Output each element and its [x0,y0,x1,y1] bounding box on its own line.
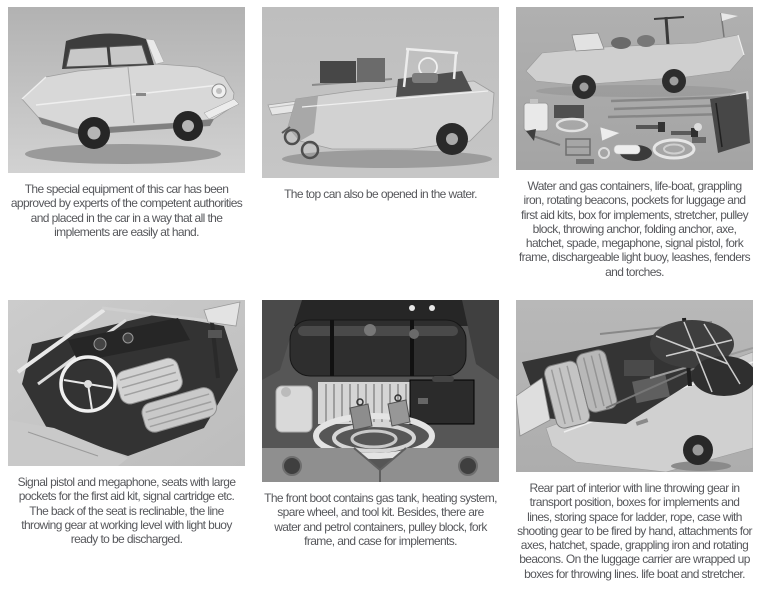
gallery-item-3 [516,7,753,279]
caption-6: Rear part of interior with line throwing gear in transport position, boxes for implements and lines, storing space for ladder, rope, case with shooting gear to be fired by hand, attachments for axes, hatchet, spade, grappling iron and rotating beacons. On the luggage carrier are wrapped up boxes for throwing lines. life boat and stretcher. [517,481,752,581]
photo-front-boot-open [262,300,499,482]
gallery-item-2 [262,7,499,201]
photo-interior-seats-signal-gear [8,300,245,466]
caption-5: The front boot contains gas tank, heating system, spare wheel, and tool kit. Besides, there are water and petrol containers, pulley block, fork frame, and case for implements. [264,491,497,548]
photo-amphicar-equipment-laid-out [516,7,753,170]
gallery-item-5 [262,300,499,548]
photo-rear-interior-luggage-carrier [516,300,753,472]
caption-2: The top can also be opened in the water. [284,187,477,201]
photo-amphicar-rear-top-open-stretcher [262,7,499,178]
gallery-item-1 [8,7,245,239]
gallery-item-6 [516,300,753,581]
caption-4: Signal pistol and megaphone, seats with large pockets for the first aid kit, signal cartridge etc. The back of the seat is reclinable, the line throwing gear at working level with light buoy ready to be discharged. [17,475,236,547]
caption-3: Water and gas containers, life-boat, grappling iron, rotating beacons, pockets for luggage and first aid kits, box for implements, stretcher, pulley block, throwing anchor, folding anchor, axe, hatchet, spade, megaphone, signal pistol, fork frame, dischargeable light buoy, leashes, fenders and torches. [518,179,751,279]
gallery-item-4 [8,300,245,546]
caption-1: The special equipment of this car has been approved by experts of the competent authorities and placed in the car in a way that all the implements are easily at hand. [10,182,243,239]
photo-amphicar-studio-top-closed [8,7,245,173]
